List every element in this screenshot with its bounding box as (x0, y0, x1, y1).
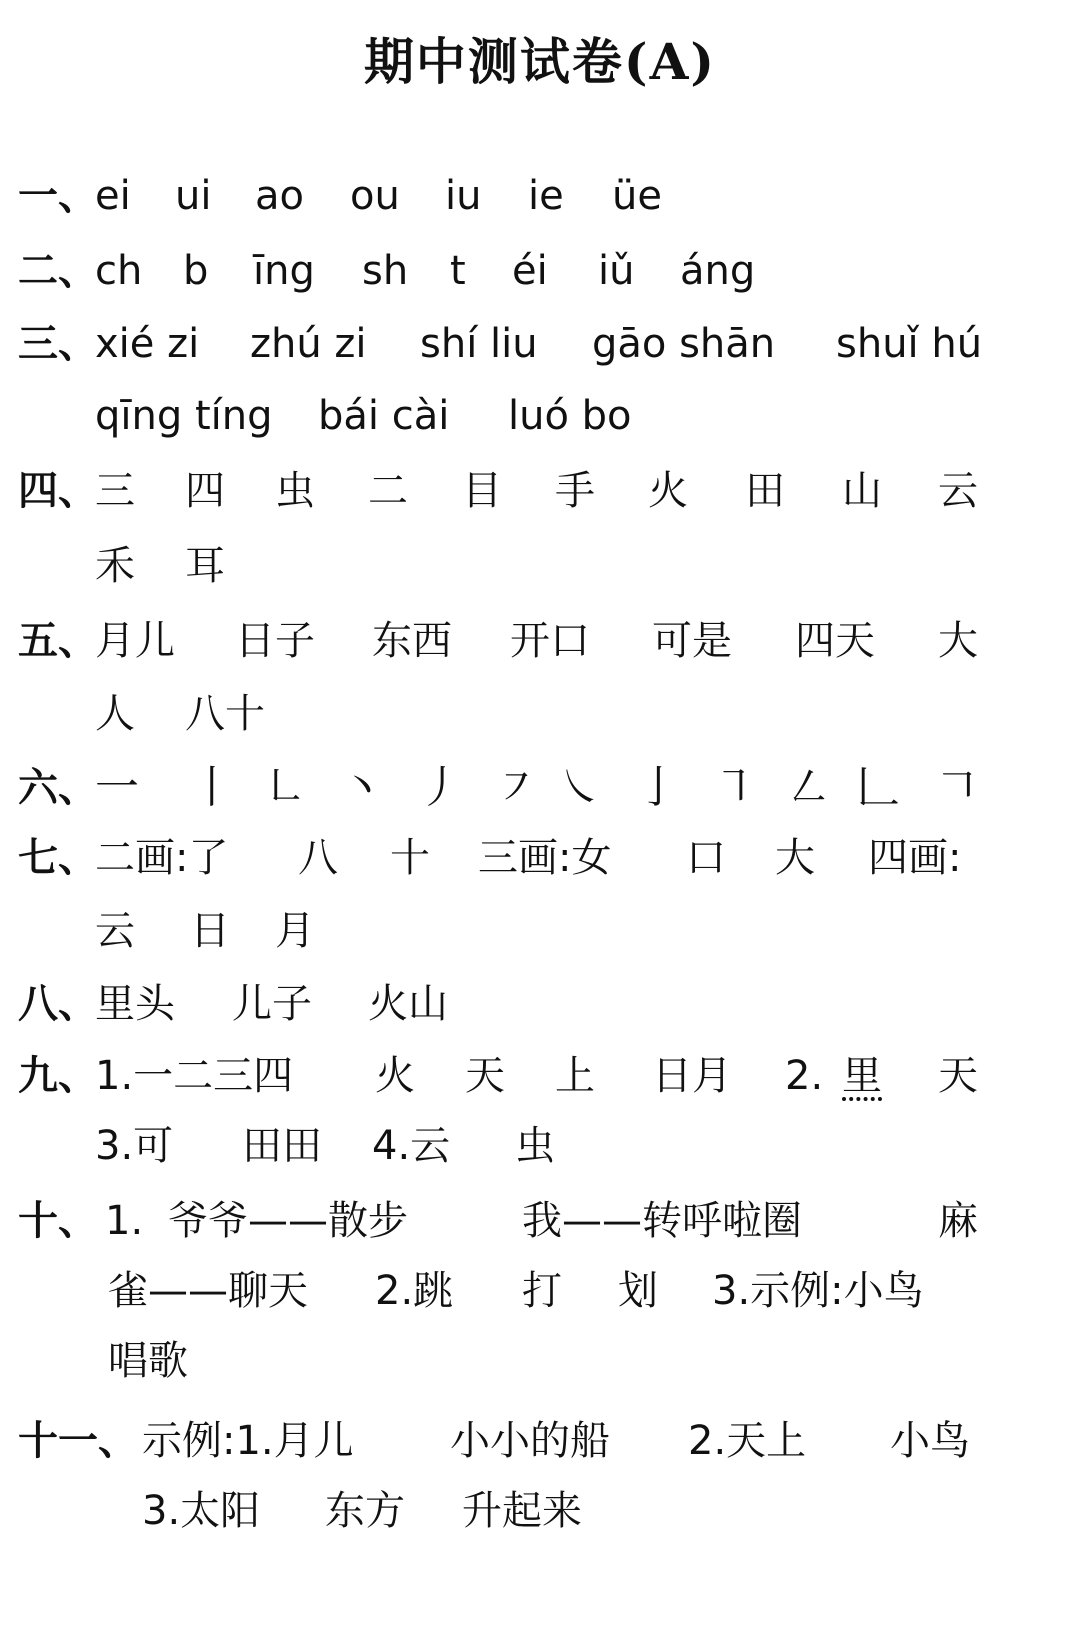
answer-item-number: 1. (105, 1198, 144, 1244)
word-item: 人 (95, 691, 135, 737)
answer-item: 上 (555, 1053, 595, 1099)
section-10-line-2 (0, 1255, 1080, 1327)
pinyin-item: iǔ (598, 248, 635, 294)
section-5-line-1 (0, 605, 1080, 677)
section-7-line-2 (0, 895, 1080, 967)
word-item: 日子 (235, 618, 315, 664)
character-item: 口 (686, 835, 726, 881)
character-item: 三 (95, 468, 135, 514)
answer-item: 4.云 (372, 1123, 451, 1169)
stroke-count-group: 三画:女 (478, 835, 612, 881)
section-number: 八、 (18, 980, 98, 1027)
section-10-line-1 (0, 1185, 1080, 1257)
answer-item: 小鸟 (890, 1418, 970, 1464)
pinyin-item: t (450, 248, 466, 294)
character-item: 手 (555, 468, 595, 514)
character-item: 禾 (95, 543, 135, 589)
answer-item: 升起来 (462, 1488, 582, 1534)
character-item: 二 (368, 468, 408, 514)
section-number: 七、 (18, 834, 98, 881)
section-number: 二、 (18, 247, 98, 294)
section-5-line-2 (0, 678, 1080, 750)
word-item: 开口 (510, 618, 590, 664)
stroke-item: ㇇ (494, 762, 538, 813)
answer-item: 麻 (938, 1198, 978, 1244)
stroke-item: 一 (95, 762, 139, 813)
section-11-line-2 (0, 1475, 1080, 1547)
answer-item: 示例:1.月儿 (142, 1418, 354, 1464)
pinyin-item: īng (253, 248, 315, 294)
answer-item: 3.太阳 (142, 1488, 261, 1534)
stroke-count-group: 四画: (868, 835, 962, 881)
stroke-item: 丿 (418, 762, 462, 813)
character-item: 日 (190, 908, 230, 954)
pinyin-item: ch (95, 248, 143, 294)
stroke-item: 丨 (190, 762, 234, 813)
stroke-item: 丶 (340, 762, 384, 813)
section-9-line-1 (0, 1040, 1080, 1112)
answer-item: 里 (842, 1053, 882, 1099)
character-item: 月 (275, 908, 315, 954)
stroke-item: 𠃊 (856, 762, 900, 813)
pinyin-word: luó bo (508, 393, 632, 439)
answer-item: 小小的船 (450, 1418, 610, 1464)
section-number: 六、 (18, 764, 98, 811)
pinyin-item: b (183, 248, 209, 294)
section-11-line-1 (0, 1405, 1080, 1477)
section-number: 九、 (18, 1052, 98, 1099)
character-item: 火 (648, 468, 688, 514)
pinyin-word: shí liu (420, 321, 538, 367)
character-item: 田 (745, 468, 785, 514)
character-item: 虫 (275, 468, 315, 514)
pinyin-word: xié zi (95, 321, 200, 367)
section-number: 十、 (18, 1197, 98, 1244)
answer-item: 2.跳 (375, 1268, 454, 1314)
character-item: 八 (298, 835, 338, 881)
pinyin-item: áng (680, 248, 756, 294)
answer-item: 3.可 (95, 1123, 174, 1169)
answer-item: 唱歌 (108, 1338, 188, 1384)
pinyin-word: gāo shān (592, 321, 776, 367)
section-3-line-1 (0, 308, 1080, 380)
answer-item: 爷爷——散步 (168, 1198, 408, 1244)
pinyin-item: ui (175, 173, 212, 219)
answer-item: 田田 (242, 1123, 322, 1169)
answer-item: 打 (522, 1268, 562, 1314)
stroke-item: ㇏ (558, 762, 602, 813)
answer-item: 东方 (325, 1488, 405, 1534)
character-item: 云 (938, 468, 978, 514)
section-9-line-2 (0, 1110, 1080, 1182)
answer-item: 天 (465, 1053, 505, 1099)
stroke-item: 亅 (636, 762, 680, 813)
character-item: 耳 (185, 543, 225, 589)
section-4-line-2 (0, 530, 1080, 602)
word-item: 可是 (652, 618, 732, 664)
section-2-line-1 (0, 235, 1080, 307)
word-item: 火山 (368, 981, 448, 1027)
page-title: 期中测试卷(A) (363, 32, 717, 91)
section-3-line-2 (0, 380, 1080, 452)
character-item: 目 (462, 468, 502, 514)
pinyin-item: sh (362, 248, 409, 294)
section-10-line-3 (0, 1325, 1080, 1397)
answer-item: 雀——聊天 (108, 1268, 308, 1314)
section-number: 三、 (18, 320, 98, 367)
word-item: 东西 (372, 618, 452, 664)
stroke-item: ㇗ (262, 762, 306, 813)
character-item: 大 (775, 835, 815, 881)
word-item: 月儿 (95, 618, 175, 664)
answer-item: 日月 (652, 1053, 732, 1099)
answer-item: 1.一二三四 (95, 1053, 294, 1099)
answer-item-number: 2. (785, 1053, 824, 1099)
pinyin-item: ou (350, 173, 400, 219)
pinyin-item: éi (512, 248, 548, 294)
section-4-line-1 (0, 455, 1080, 527)
section-number: 四、 (18, 467, 98, 514)
section-1-line-1 (0, 160, 1080, 232)
answer-item: 天 (938, 1053, 978, 1099)
pinyin-word: zhú zi (250, 321, 367, 367)
pinyin-item: iu (445, 173, 482, 219)
pinyin-item: üe (612, 173, 662, 219)
character-item: 四 (185, 468, 225, 514)
character-item: 云 (95, 908, 135, 954)
pinyin-item: ie (528, 173, 564, 219)
pinyin-word: qīng tíng (95, 393, 273, 439)
character-item: 十 (390, 835, 430, 881)
section-7-line-1 (0, 822, 1080, 894)
answer-item: 火 (375, 1053, 415, 1099)
pinyin-item: ei (95, 173, 131, 219)
stroke-item: ㇜ (786, 762, 830, 813)
section-6-line-1 (0, 752, 1080, 824)
character-item: 山 (842, 468, 882, 514)
word-item: 四天 (795, 618, 875, 664)
word-item: 大 (938, 618, 978, 664)
pinyin-word: shuǐ hú (836, 321, 983, 367)
section-number: 十一、 (18, 1417, 138, 1464)
word-item: 里头 (95, 981, 175, 1027)
answer-item: 我——转呼啦圈 (522, 1198, 802, 1244)
word-item: 八十 (185, 691, 265, 737)
answer-item: 2.天上 (688, 1418, 807, 1464)
answer-item: 3.示例:小鸟 (712, 1268, 924, 1314)
stroke-item: ㇕ (712, 762, 756, 813)
section-8-line-1 (0, 968, 1080, 1040)
stroke-count-group: 二画:了 (95, 835, 229, 881)
pinyin-item: ao (255, 173, 304, 219)
word-item: 儿子 (232, 981, 312, 1027)
stroke-item: 𠃍 (935, 762, 979, 813)
answer-item: 划 (618, 1268, 658, 1314)
answer-item: 虫 (515, 1123, 555, 1169)
section-number: 五、 (18, 617, 98, 664)
pinyin-word: bái cài (318, 393, 450, 439)
section-number: 一、 (18, 172, 98, 219)
